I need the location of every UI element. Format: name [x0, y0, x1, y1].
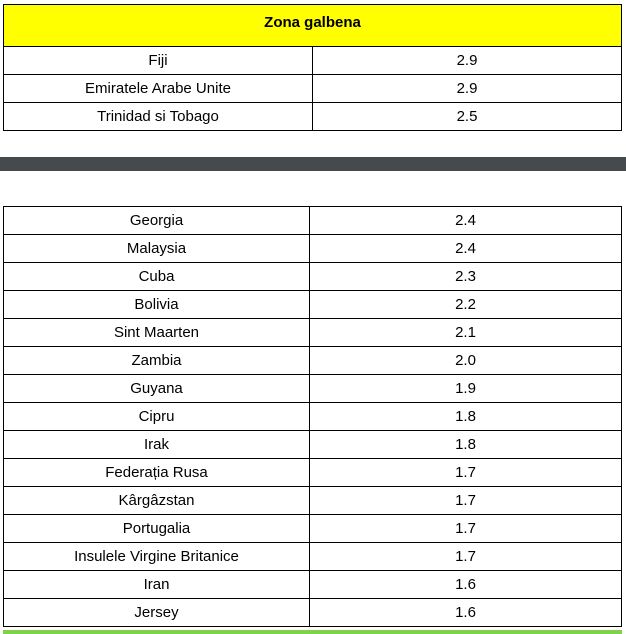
value-cell: 1.8: [310, 431, 622, 459]
yellow-zone-table: [3, 4, 622, 131]
value-cell: 2.4: [310, 207, 622, 235]
table-row: [4, 207, 622, 235]
country-cell: Irak: [4, 431, 310, 459]
country-cell: Zambia: [4, 347, 310, 375]
country-cell: Fiji: [4, 47, 313, 75]
country-cell: Malaysia: [4, 235, 310, 263]
table-row: [4, 319, 622, 347]
next-zone-header-strip: [3, 630, 622, 634]
country-cell: Federația Rusa: [4, 459, 310, 487]
table-row: [4, 571, 622, 599]
value-cell: 1.6: [310, 571, 622, 599]
table-row: [4, 403, 622, 431]
table-row: [4, 47, 622, 75]
value-cell: 1.9: [310, 375, 622, 403]
country-cell: Guyana: [4, 375, 310, 403]
value-cell: 2.2: [310, 291, 622, 319]
value-cell: 1.7: [310, 487, 622, 515]
value-cell: 2.3: [310, 263, 622, 291]
value-cell: 2.9: [313, 47, 622, 75]
table-row: [4, 487, 622, 515]
country-cell: Bolivia: [4, 291, 310, 319]
table-row: [4, 291, 622, 319]
table-row: [4, 347, 622, 375]
table-row: [4, 543, 622, 571]
table-row: [4, 375, 622, 403]
country-cell: Cipru: [4, 403, 310, 431]
country-cell: Trinidad si Tobago: [4, 103, 313, 131]
country-cell: Portugalia: [4, 515, 310, 543]
table-row: [4, 431, 622, 459]
table-row: [4, 459, 622, 487]
table-row: [4, 263, 622, 291]
country-value-table: [3, 206, 622, 627]
page-separator: [0, 157, 626, 171]
table-header-row: [4, 5, 622, 47]
value-cell: 2.5: [313, 103, 622, 131]
table-row: [4, 515, 622, 543]
table-row: [4, 103, 622, 131]
country-cell: Emiratele Arabe Unite: [4, 75, 313, 103]
country-cell: Iran: [4, 571, 310, 599]
table-row: [4, 235, 622, 263]
table-row: [4, 75, 622, 103]
country-cell: Sint Maarten: [4, 319, 310, 347]
value-cell: 1.6: [310, 599, 622, 627]
country-cell: Cuba: [4, 263, 310, 291]
country-cell: Kârgâzstan: [4, 487, 310, 515]
value-cell: 2.0: [310, 347, 622, 375]
value-cell: 2.9: [313, 75, 622, 103]
country-cell: Georgia: [4, 207, 310, 235]
value-cell: 2.1: [310, 319, 622, 347]
value-cell: 1.7: [310, 459, 622, 487]
value-cell: 1.7: [310, 543, 622, 571]
country-cell: Jersey: [4, 599, 310, 627]
document-page-top: [0, 0, 626, 157]
value-cell: 1.8: [310, 403, 622, 431]
value-cell: 1.7: [310, 515, 622, 543]
table-row: [4, 599, 622, 627]
document-page-bottom: [0, 171, 626, 634]
zone-header: Zona galbena: [4, 5, 622, 47]
value-cell: 2.4: [310, 235, 622, 263]
country-cell: Insulele Virgine Britanice: [4, 543, 310, 571]
